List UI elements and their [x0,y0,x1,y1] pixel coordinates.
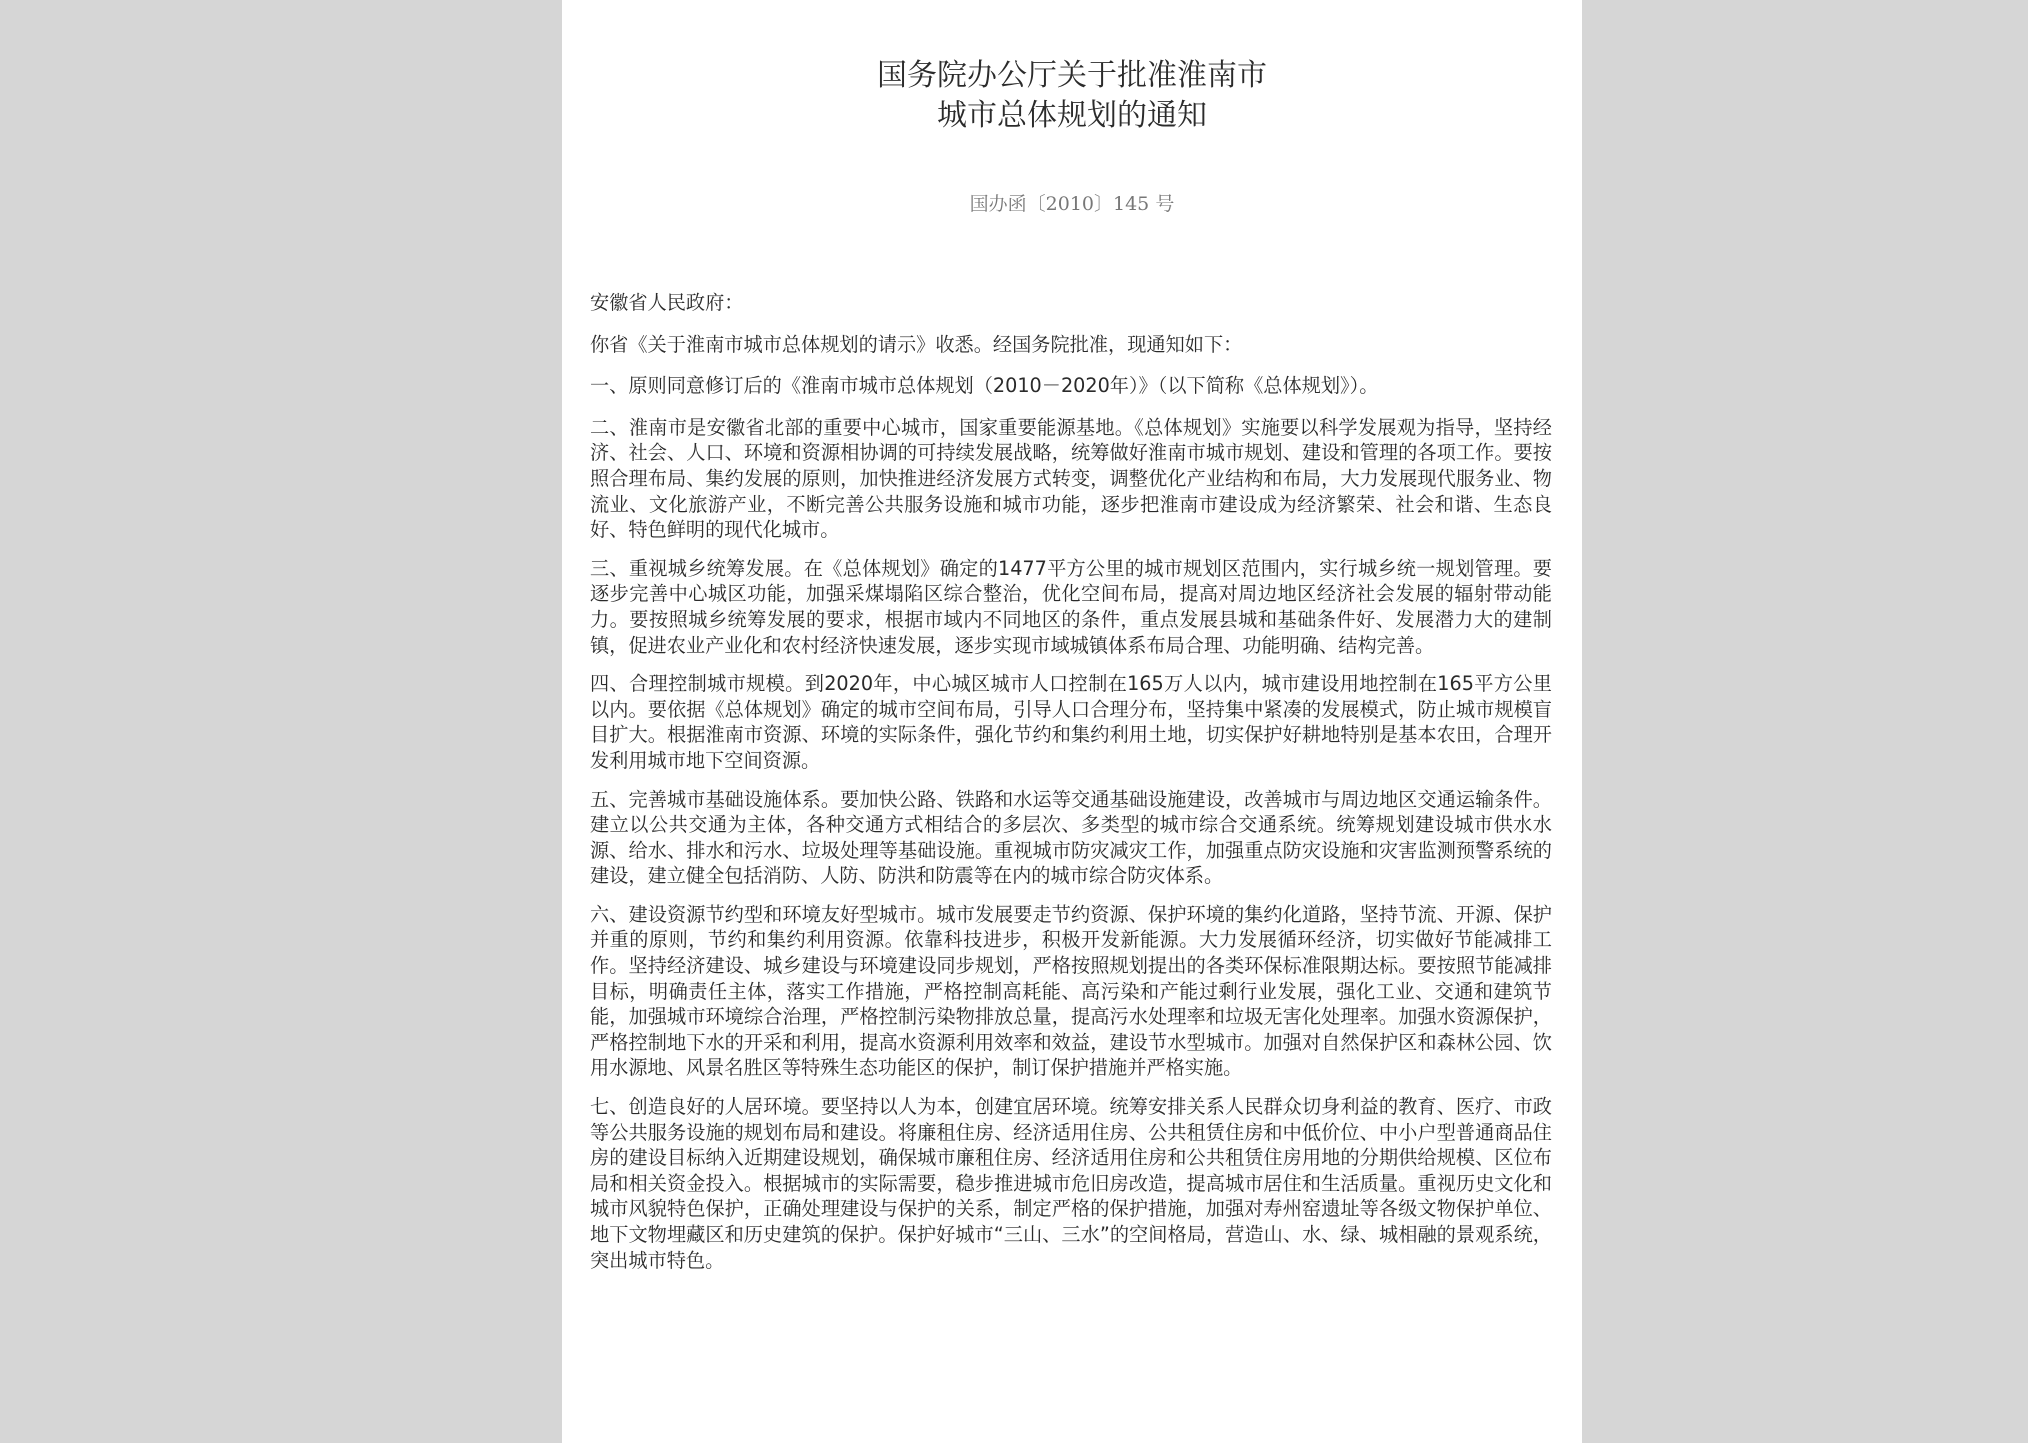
paragraph-6: 六、建设资源节约型和环境友好型城市。城市发展要走节约资源、保护环境的集约化道路，坚持节流、开源、保护并重的原则，节约和集约利用资源。依靠科技进步，积极开发新能源。大力发展循环经济，切实做好节能减排工作。坚持经济建设、城乡建设与环境建设同步规划，严格按照规划提出的各类环保标准限期达标。要按照节能减排目标，明确责任主体，落实工作措施，严格控制高耗能、高污染和产能过剩行业发展，强化工业、交通和建筑节能，加强城市环境综合治理，严格控制污染物排放总量，提高污水处理率和垃圾无害化处理率。加强水资源保护，严格控制地下水的开采和利用，提高水资源利用效率和效益，建设节水型城市。加强对自然保护区和森林公园、饮用水源地、风景名胜区等特殊生态功能区的保护，制订保护措施并严格实施。 [590,902,1552,1080]
document-page [562,0,1582,1443]
intro-paragraph: 你省《关于淮南市城市总体规划的请示》收悉。经国务院批准，现通知如下： [590,332,1243,356]
paragraph-7: 七、创造良好的人居环境。要坚持以人为本，创建宜居环境。统筹安排关系人民群众切身利益的教育、医疗、市政等公共服务设施的规划布局和建设。将廉租住房、经济适用住房、公共租赁住房和中低价位、中小户型普通商品住房的建设目标纳入近期建设规划，确保城市廉租住房、经济适用住房和公共租赁住房用地的分期供给规模、区位布局和相关资金投入。根据城市的实际需要，稳步推进城市危旧房改造，提高城市居住和生活质量。重视历史文化和城市风貌特色保护，正确处理建设与保护的关系，制定严格的保护措施，加强对寿州窑遗址等各级文物保护单位、地下文物埋藏区和历史建筑的保护。保护好城市“三山、三水”的空间格局，营造山、水、绿、城相融的景观系统，突出城市特色。 [590,1095,1552,1272]
salutation: 安徽省人民政府： [590,291,744,314]
paragraph-2: 二、淮南市是安徽省北部的重要中心城市，国家重要能源基地。《总体规划》实施要以科学发展观为指导，坚持经济、社会、人口、环境和资源相协调的可持续发展战略，统筹做好淮南市城市规划、建设和管理的各项工作。要按照合理布局、集约发展的原则，加快推进经济发展方式转变，调整优化产业结构和布局，大力发展现代服务业、物流业、文化旅游产业，不断完善公共服务设施和城市功能，逐步把淮南市建设成为经济繁荣、社会和谐、生态良好、特色鲜明的现代化城市。 [590,415,1552,542]
title-line-1: 国务院办公厅关于批准淮南市 [877,58,1267,93]
paragraph-5: 五、完善城市基础设施体系。要加快公路、铁路和水运等交通基础设施建设，改善城市与周边地区交通运输条件。建立以公共交通为主体，各种交通方式相结合的多层次、多类型的城市综合交通系统。统筹规划建设城市供水水源、给水、排水和污水、垃圾处理等基础设施。重视城市防灾减灾工作，加强重点防灾设施和灾害监测预警系统的建设，建立健全包括消防、人防、防洪和防震等在内的城市综合防灾体系。 [590,787,1552,888]
paragraph-4: 四、合理控制城市规模。到2020年，中心城区城市人口控制在165万人以内，城市建设用地控制在165平方公里以内。要依据《总体规划》确定的城市空间布局，引导人口合理分布，坚持集中紧凑的发展模式，防止城市规模盲目扩大。根据淮南市资源、环境的实际条件，强化节约和集约利用土地，切实保护好耕地特别是基本农田，合理开发利用城市地下空间资源。 [590,672,1552,772]
document-body [590,290,1552,1286]
title-line-2: 城市总体规划的通知 [937,98,1207,133]
paragraph-1: 一、原则同意修订后的《淮南市城市总体规划（2010－2020年）》（以下简称《总体规划》）。 [590,374,1379,398]
paragraph-3: 三、重视城乡统筹发展。在《总体规划》确定的1477平方公里的城市规划区范围内，实行城乡统一规划管理。要逐步完善中心城区功能，加强采煤塌陷区综合整治，优化空间布局，提高对周边地区经济社会发展的辐射带动能力。要按照城乡统筹发展的要求，根据市域内不同地区的条件，重点发展县城和基础条件好、发展潜力大的建制镇，促进农业产业化和农村经济快速发展，逐步实现市域城镇体系布局合理、功能明确、结构完善。 [590,556,1552,657]
document-number: 国办函〔2010〕145 号 [969,193,1175,215]
document-title [562,56,1582,136]
